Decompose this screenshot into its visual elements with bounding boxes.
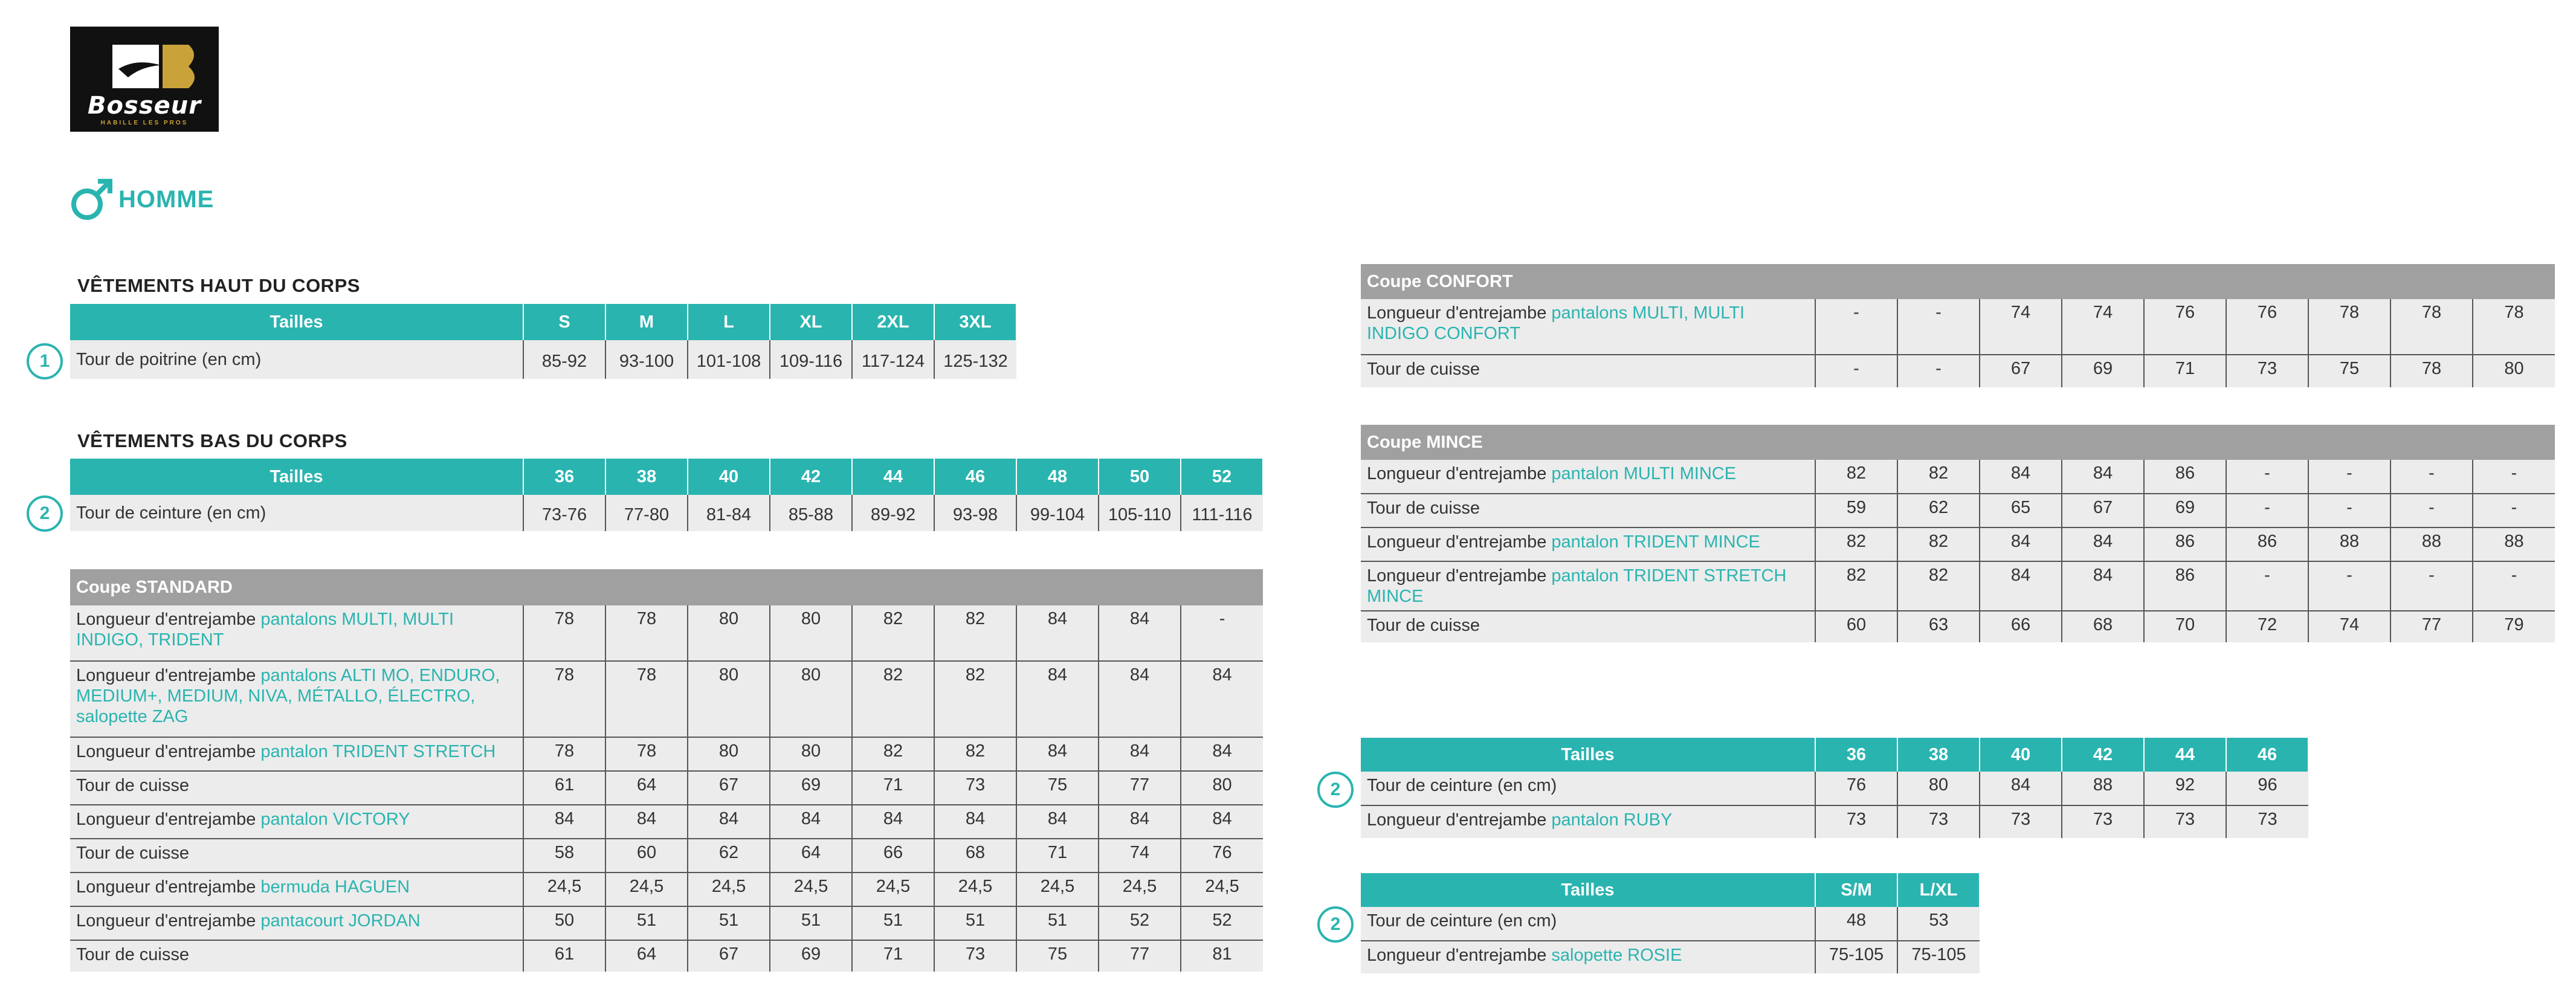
table-cell: 51 [770, 906, 852, 940]
table-row [1361, 494, 2555, 527]
row-label: Tour de ceinture (en cm) [70, 495, 523, 531]
table-cell: 85-92 [523, 340, 605, 379]
table-cell: 71 [852, 771, 934, 805]
confort-title: Coupe CONFORT [1361, 264, 2555, 299]
badge-2: 2 [27, 495, 63, 532]
table-cell: 125-132 [934, 340, 1016, 379]
table-cell: 84 [1181, 805, 1263, 839]
table-cell: 84 [1016, 661, 1099, 737]
table-cell: 64 [605, 771, 688, 805]
table-cell: 80 [770, 661, 852, 737]
brand-name: Bosseur [88, 92, 201, 120]
gender-title: HOMME [118, 186, 215, 213]
table-cell: 69 [2144, 494, 2226, 527]
row-label [1361, 772, 1815, 805]
size-header: 50 [1099, 459, 1181, 495]
table-row [1361, 611, 2555, 642]
row-label-text: Longueur d'entrejambe [1367, 532, 1552, 552]
size-header: 52 [1181, 459, 1263, 495]
table-cell: 101-108 [688, 340, 770, 379]
table-cell: 82 [1815, 460, 1897, 494]
table-cell: 66 [852, 839, 934, 873]
bosseur-logo [70, 27, 219, 132]
row-label-text: Longueur d'entrejambe [76, 742, 261, 761]
table-cell: 75 [1016, 771, 1099, 805]
table-cell: 84 [1980, 527, 2062, 561]
table-cell: 84 [1181, 737, 1263, 771]
table-cell: 82 [1897, 561, 1980, 611]
table-cell: 84 [1980, 460, 2062, 494]
row-label [1361, 941, 1815, 973]
table-cell: 51 [688, 906, 770, 940]
table-row [1361, 907, 1980, 941]
row-label-text: Longueur d'entrejambe [76, 610, 261, 629]
table-cell: 59 [1815, 494, 1897, 527]
table-cell: 84 [1016, 737, 1099, 771]
product-name: pantalon RUBY [1551, 810, 1673, 830]
table-cell: 24,5 [1099, 873, 1181, 906]
table-cell: - [2390, 561, 2473, 611]
table-cell: 84 [934, 805, 1016, 839]
mince-title: Coupe MINCE [1361, 425, 2555, 460]
table-cell: 79 [2473, 611, 2555, 642]
table-cell: 84 [1099, 661, 1181, 737]
table-cell: 66 [1980, 611, 2062, 642]
table-cell: 77 [1099, 771, 1181, 805]
row-label-text: Tour de cuisse [76, 776, 189, 795]
table-cell: - [1815, 355, 1897, 387]
table-cell: 69 [2062, 355, 2144, 387]
table-row [1361, 561, 2555, 611]
row-label [1361, 355, 1815, 387]
table-cell: 52 [1099, 906, 1181, 940]
table-row [1361, 527, 2555, 561]
table-cell: 67 [688, 940, 770, 972]
table-cell: 75-105 [1815, 941, 1897, 973]
header-tailles: Tailles [70, 459, 523, 495]
row-label-text: Longueur d'entrejambe [76, 666, 261, 685]
table-cell: 53 [1897, 907, 1980, 941]
table-cell: 58 [523, 839, 605, 873]
table-cell: 86 [2144, 460, 2226, 494]
table-cell: - [1897, 355, 1980, 387]
table-cell: 63 [1897, 611, 1980, 642]
size-header: 40 [688, 459, 770, 495]
table-cell: 78 [605, 605, 688, 661]
table-cell: 117-124 [852, 340, 934, 379]
size-header: S [523, 304, 605, 340]
table-cell: 51 [1016, 906, 1099, 940]
table-cell: 74 [1099, 839, 1181, 873]
row-label [1361, 805, 1815, 838]
table-cell: 109-116 [770, 340, 852, 379]
size-header: XL [770, 304, 852, 340]
table-cell: 48 [1815, 907, 1897, 941]
brand-tagline: HABILLE LES PROS [100, 120, 189, 126]
table-cell: 73 [2144, 805, 2226, 838]
table-cell: 82 [852, 605, 934, 661]
table-cell: 68 [2062, 611, 2144, 642]
table-cell: 73 [1815, 805, 1897, 838]
table-cell: 93-100 [605, 340, 688, 379]
table-cell: 73 [2062, 805, 2144, 838]
table-cell: 78 [2390, 299, 2473, 355]
table-cell: 76 [2226, 299, 2308, 355]
lower-size-table [70, 459, 1264, 531]
table-cell: 73 [934, 940, 1016, 972]
table-cell: 61 [523, 940, 605, 972]
row-label-text: Tour de cuisse [76, 945, 189, 964]
size-header: L [688, 304, 770, 340]
table-row [70, 771, 1263, 805]
row-label [70, 771, 523, 805]
table-cell: 84 [605, 805, 688, 839]
size-header: S/M [1815, 873, 1897, 907]
table-cell: - [2308, 494, 2390, 527]
size-header: 46 [934, 459, 1016, 495]
row-label-text: Longueur d'entrejambe [1367, 566, 1552, 585]
header-tailles: Tailles [1361, 873, 1815, 907]
row-label-text: Tour de ceinture (en cm) [1367, 776, 1557, 795]
table-cell: 76 [1815, 772, 1897, 805]
table-cell: 75-105 [1897, 941, 1980, 973]
table-cell: 93-98 [934, 495, 1016, 531]
table-cell: 73 [934, 771, 1016, 805]
table-cell: 84 [1016, 605, 1099, 661]
table-cell: - [2390, 494, 2473, 527]
table-cell: - [2308, 561, 2390, 611]
confort-fit-table [1361, 264, 2555, 387]
table-cell: - [2473, 494, 2555, 527]
size-header: 2XL [852, 304, 934, 340]
table-cell: 84 [1099, 605, 1181, 661]
row-label [1361, 299, 1815, 355]
table-cell: 76 [2144, 299, 2226, 355]
product-name: bermuda HAGUEN [260, 877, 410, 897]
row-label-text: Longueur d'entrejambe [1367, 464, 1552, 483]
table-row [70, 805, 1263, 839]
table-cell: 82 [852, 737, 934, 771]
table-cell: 62 [688, 839, 770, 873]
size-header: 3XL [934, 304, 1016, 340]
table-cell: 65 [1980, 494, 2062, 527]
table-cell: 74 [2062, 299, 2144, 355]
table-cell: 84 [523, 805, 605, 839]
table-cell: 84 [1016, 805, 1099, 839]
row-label [1361, 907, 1815, 941]
size-header: 42 [2062, 738, 2144, 772]
product-name: pantalons MULTI, MULTI INDIGO, TRIDENT [76, 610, 454, 650]
table-cell: 71 [852, 940, 934, 972]
size-header: 38 [1897, 738, 1980, 772]
table-cell: - [2473, 561, 2555, 611]
table-cell: 86 [2226, 527, 2308, 561]
table-row [70, 940, 1263, 972]
table-row [1361, 355, 2555, 387]
table-cell: 78 [523, 737, 605, 771]
table-cell: 81 [1181, 940, 1263, 972]
table-cell: 78 [523, 605, 605, 661]
table-row [1361, 805, 2308, 838]
table-cell: 78 [605, 661, 688, 737]
table-cell: 71 [1016, 839, 1099, 873]
table-cell: 88 [2062, 772, 2144, 805]
table-cell: 71 [2144, 355, 2226, 387]
size-header: 36 [523, 459, 605, 495]
table-row [70, 340, 1016, 379]
table-cell: 78 [2473, 299, 2555, 355]
table-cell: 24,5 [934, 873, 1016, 906]
male-icon [69, 176, 115, 225]
table-cell: 86 [2144, 561, 2226, 611]
table-cell: 78 [2308, 299, 2390, 355]
table-cell: 84 [1980, 561, 2062, 611]
table-cell: 52 [1181, 906, 1263, 940]
table-cell: 82 [934, 661, 1016, 737]
table-cell: 105-110 [1099, 495, 1181, 531]
row-label [70, 737, 523, 771]
table-cell: 84 [770, 805, 852, 839]
row-label-text: Tour de cuisse [1367, 498, 1480, 518]
table-cell: 77-80 [605, 495, 688, 531]
table-cell: 73 [2226, 355, 2308, 387]
table-cell: 86 [2144, 527, 2226, 561]
row-label [70, 873, 523, 906]
table-cell: 77 [1099, 940, 1181, 972]
product-name: pantalon TRIDENT STRETCH [260, 742, 496, 761]
table-cell: 84 [852, 805, 934, 839]
table-cell: 61 [523, 771, 605, 805]
row-label [1361, 561, 1815, 611]
table-cell: 80 [1181, 771, 1263, 805]
size-header: 42 [770, 459, 852, 495]
table-cell: 78 [2390, 355, 2473, 387]
row-label-text: Tour de cuisse [1367, 616, 1480, 635]
size-header: 44 [852, 459, 934, 495]
table-cell: 82 [1815, 561, 1897, 611]
row-label: Tour de poitrine (en cm) [70, 340, 523, 379]
table-cell: 80 [688, 605, 770, 661]
table-cell: 67 [1980, 355, 2062, 387]
row-label-text: Longueur d'entrejambe [76, 911, 261, 931]
table-cell: 80 [770, 737, 852, 771]
table-row [70, 737, 1263, 771]
row-label-text: Longueur d'entrejambe [1367, 946, 1552, 965]
row-label-text: Longueur d'entrejambe [76, 877, 261, 897]
table-cell: 88 [2390, 527, 2473, 561]
table-cell: 89-92 [852, 495, 934, 531]
badge-2: 2 [1317, 772, 1354, 808]
table-cell: 70 [2144, 611, 2226, 642]
table-cell: 82 [1815, 527, 1897, 561]
product-name: pantalons ALTI MO, ENDURO, MEDIUM+, MEDIUM, NIVA, MÉTALLO, ÉLECTRO, salopette ZAG [76, 666, 500, 726]
table-cell: - [2473, 460, 2555, 494]
product-name: pantacourt JORDAN [260, 911, 421, 931]
row-label-text: Longueur d'entrejambe [1367, 303, 1552, 323]
product-name: pantalon TRIDENT STRETCH MINCE [1367, 566, 1787, 606]
table-cell: 111-116 [1181, 495, 1263, 531]
table-cell: 92 [2144, 772, 2226, 805]
table-cell: 73 [1980, 805, 2062, 838]
table-cell: 24,5 [1016, 873, 1099, 906]
table-cell: 82 [934, 737, 1016, 771]
table-cell: 64 [605, 940, 688, 972]
table-cell: 78 [523, 661, 605, 737]
mince-fit-table [1361, 425, 2555, 642]
table-cell: 73 [2226, 805, 2308, 838]
table-cell: 68 [934, 839, 1016, 873]
table-cell: 64 [770, 839, 852, 873]
table-row [1361, 772, 2308, 805]
table-cell: 81-84 [688, 495, 770, 531]
table-cell: 51 [934, 906, 1016, 940]
table-cell: 82 [1897, 527, 1980, 561]
table-cell: 96 [2226, 772, 2308, 805]
table-cell: 85-88 [770, 495, 852, 531]
table-cell: 99-104 [1016, 495, 1099, 531]
table-cell: 24,5 [523, 873, 605, 906]
row-label [1361, 611, 1815, 642]
table-cell: 82 [1897, 460, 1980, 494]
table-cell: 24,5 [852, 873, 934, 906]
lower-body-title: VÊTEMENTS BAS DU CORPS [77, 430, 347, 451]
table-cell: 84 [2062, 561, 2144, 611]
row-label [1361, 460, 1815, 494]
table-cell: 82 [852, 661, 934, 737]
table-row [70, 661, 1263, 737]
table-cell: 88 [2308, 527, 2390, 561]
table-cell: - [2226, 460, 2308, 494]
rosie-size-table [1361, 873, 1980, 973]
table-row [70, 906, 1263, 940]
badge-1: 1 [27, 343, 63, 379]
row-label [70, 906, 523, 940]
table-row [1361, 299, 2555, 355]
table-cell: 74 [1980, 299, 2062, 355]
table-cell: 69 [770, 771, 852, 805]
size-header: 46 [2226, 738, 2308, 772]
size-header: 44 [2144, 738, 2226, 772]
table-cell: 84 [1099, 737, 1181, 771]
table-cell: 60 [605, 839, 688, 873]
table-cell: - [2308, 460, 2390, 494]
table-cell: 72 [2226, 611, 2308, 642]
standard-title: Coupe STANDARD [70, 569, 1263, 605]
table-cell: 78 [605, 737, 688, 771]
table-cell: 80 [688, 737, 770, 771]
row-label [70, 940, 523, 972]
product-name: salopette ROSIE [1551, 946, 1682, 965]
table-cell: 84 [688, 805, 770, 839]
table-row [70, 839, 1263, 873]
table-cell: 75 [1016, 940, 1099, 972]
table-cell: 24,5 [605, 873, 688, 906]
badge-2: 2 [1317, 906, 1354, 943]
size-header: 40 [1980, 738, 2062, 772]
table-cell: 75 [2308, 355, 2390, 387]
table-row [70, 495, 1263, 531]
table-row [1361, 941, 1980, 973]
table-cell: 24,5 [770, 873, 852, 906]
table-cell: 73-76 [523, 495, 605, 531]
size-header: M [605, 304, 688, 340]
row-label-text: Tour de cuisse [1367, 360, 1480, 379]
product-name: pantalon MULTI MINCE [1551, 464, 1737, 483]
table-cell: 84 [1980, 772, 2062, 805]
table-cell: 84 [2062, 527, 2144, 561]
header-tailles: Tailles [1361, 738, 1815, 772]
table-cell: 51 [852, 906, 934, 940]
table-cell: 80 [1897, 772, 1980, 805]
table-cell: 50 [523, 906, 605, 940]
row-label-text: Longueur d'entrejambe [76, 810, 261, 829]
table-cell: 60 [1815, 611, 1897, 642]
product-name: pantalons MULTI, MULTI INDIGO CONFORT [1367, 303, 1745, 343]
row-label [70, 839, 523, 873]
row-label [70, 661, 523, 737]
row-label [1361, 527, 1815, 561]
table-cell: 73 [1897, 805, 1980, 838]
table-cell: - [2226, 561, 2308, 611]
table-row [1361, 460, 2555, 494]
table-cell: - [1815, 299, 1897, 355]
ruby-size-table [1361, 738, 2309, 838]
row-label-text: Tour de ceinture (en cm) [1367, 911, 1557, 931]
table-cell: 24,5 [688, 873, 770, 906]
table-row [70, 605, 1263, 661]
row-label [70, 605, 523, 661]
table-cell: 51 [605, 906, 688, 940]
table-cell: 84 [1099, 805, 1181, 839]
table-cell: 84 [1181, 661, 1263, 737]
size-header: L/XL [1897, 873, 1980, 907]
table-cell: - [2390, 460, 2473, 494]
upper-size-table [70, 304, 1017, 379]
table-cell: 80 [2473, 355, 2555, 387]
row-label-text: Tour de cuisse [76, 844, 189, 863]
table-cell: 67 [2062, 494, 2144, 527]
table-cell: 82 [934, 605, 1016, 661]
standard-fit-table [70, 569, 1263, 972]
table-cell: 76 [1181, 839, 1263, 873]
size-header: 48 [1016, 459, 1099, 495]
product-name: pantalon VICTORY [260, 810, 410, 829]
table-row [70, 873, 1263, 906]
header-tailles: Tailles [70, 304, 523, 340]
table-cell: 77 [2390, 611, 2473, 642]
size-header: 38 [605, 459, 688, 495]
table-cell: 69 [770, 940, 852, 972]
table-cell: - [1181, 605, 1263, 661]
table-cell: 24,5 [1181, 873, 1263, 906]
table-cell: 80 [770, 605, 852, 661]
row-label [1361, 494, 1815, 527]
table-cell: 67 [688, 771, 770, 805]
table-cell: 80 [688, 661, 770, 737]
row-label-text: Longueur d'entrejambe [1367, 810, 1552, 830]
table-cell: 62 [1897, 494, 1980, 527]
table-cell: - [1897, 299, 1980, 355]
row-label [70, 805, 523, 839]
size-header: 36 [1815, 738, 1897, 772]
table-cell: 84 [2062, 460, 2144, 494]
table-cell: 88 [2473, 527, 2555, 561]
product-name: pantalon TRIDENT MINCE [1551, 532, 1760, 552]
upper-body-title: VÊTEMENTS HAUT DU CORPS [77, 275, 360, 296]
table-cell: 74 [2308, 611, 2390, 642]
table-cell: - [2226, 494, 2308, 527]
